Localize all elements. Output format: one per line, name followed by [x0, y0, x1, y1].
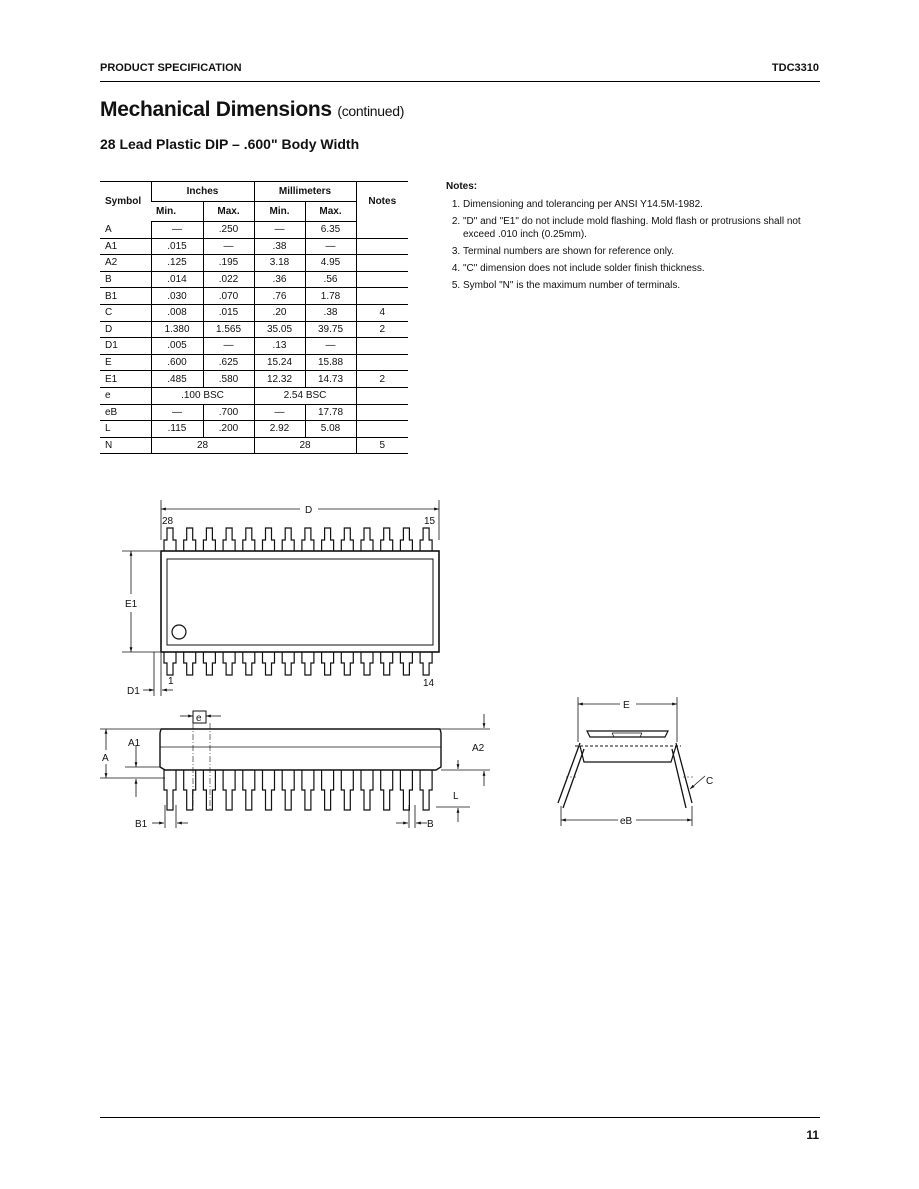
pin-top-row: [184, 528, 196, 551]
cell-in-min: .600: [151, 354, 203, 371]
note-item: 2. "D" and "E1" do not include mold flashing. Mold flash or protrusions shall not exceed .010 inch (0.25mm).: [463, 215, 818, 241]
label-B: B: [427, 819, 434, 830]
pin-side: [203, 770, 215, 810]
cell-mm-max: 39.75: [305, 321, 356, 338]
pin-top-row: [361, 528, 373, 551]
pin-bottom-row: [263, 652, 275, 675]
pin-side: [302, 770, 314, 810]
cell-in-min: .015: [151, 238, 203, 255]
pin-top-row: [164, 528, 176, 551]
cell-symbol: A1: [100, 238, 151, 255]
label-C: C: [706, 776, 714, 787]
header-doc-type: PRODUCT SPECIFICATION: [100, 62, 242, 74]
pin-top-row: [381, 528, 393, 551]
cell-symbol: eB: [100, 404, 151, 421]
cell-mm-min: —: [254, 404, 305, 421]
label-E1: E1: [125, 599, 138, 610]
cell-note: 4: [356, 304, 408, 321]
cell-mm-max: 14.73: [305, 371, 356, 388]
cell-mm-max: 17.78: [305, 404, 356, 421]
cell-mm-max: 4.95: [305, 255, 356, 272]
label-e: e: [196, 713, 202, 724]
pin-top-row: [400, 528, 412, 551]
cell-mm-min: 35.05: [254, 321, 305, 338]
cell-mm-max: 1.78: [305, 288, 356, 305]
pin-bottom-row: [361, 652, 373, 675]
label-L: L: [453, 791, 459, 802]
cell-mm-min: .36: [254, 271, 305, 288]
pin-top-row: [322, 528, 334, 551]
pin-side: [341, 770, 353, 810]
title-main: Mechanical Dimensions: [100, 98, 332, 121]
cell-mm-min: 15.24: [254, 354, 305, 371]
cell-in-max: .200: [203, 421, 254, 438]
cell-in-max: .195: [203, 255, 254, 272]
cell-in-min: 1.380: [151, 321, 203, 338]
label-D1: D1: [127, 686, 140, 697]
pin-bottom-row: [322, 652, 334, 675]
label-pin-1: 1: [168, 676, 174, 687]
cell-in-max: —: [203, 238, 254, 255]
cell-in-max: .580: [203, 371, 254, 388]
cell-millimeters: 28: [254, 437, 356, 454]
cell-symbol: A: [100, 222, 151, 239]
cell-in-min: —: [151, 222, 203, 239]
col-header-in-max: Max.: [203, 202, 254, 222]
cell-mm-max: .56: [305, 271, 356, 288]
label-D: D: [305, 505, 313, 516]
cell-inches: 28: [151, 437, 254, 454]
cell-symbol: E: [100, 354, 151, 371]
cell-note: 5: [356, 437, 408, 454]
cell-symbol: A2: [100, 255, 151, 272]
cell-in-max: .250: [203, 222, 254, 239]
col-header-inches: Inches: [151, 182, 254, 202]
pin-side: [223, 770, 235, 810]
pin-top-row: [203, 528, 215, 551]
pin-side: [164, 770, 176, 810]
cell-symbol: E1: [100, 371, 151, 388]
label-A1: A1: [128, 738, 141, 749]
note-item: 4. "C" dimension does not include solder finish thickness.: [463, 262, 818, 275]
pin-side: [184, 770, 196, 810]
label-E: E: [623, 700, 630, 711]
cell-in-min: .485: [151, 371, 203, 388]
pin-bottom-row: [381, 652, 393, 675]
col-header-symbol: Symbol: [100, 182, 151, 222]
pin-top-row: [341, 528, 353, 551]
cell-mm-min: 3.18: [254, 255, 305, 272]
pin-side: [282, 770, 294, 810]
pin-bottom-row: [164, 652, 176, 675]
page-number: 11: [806, 1128, 819, 1142]
cell-mm-max: 6.35: [305, 222, 356, 239]
label-A: A: [102, 753, 109, 764]
cell-mm-min: 2.92: [254, 421, 305, 438]
cell-mm-min: .76: [254, 288, 305, 305]
pin-top-row: [263, 528, 275, 551]
pin-top-row: [223, 528, 235, 551]
cell-in-min: .125: [151, 255, 203, 272]
notes-heading: Notes:: [446, 181, 478, 192]
pin-bottom-row: [223, 652, 235, 675]
cell-mm-min: .20: [254, 304, 305, 321]
cell-millimeters: 2.54 BSC: [254, 387, 356, 404]
cell-note: 2: [356, 371, 408, 388]
package-subtitle: 28 Lead Plastic DIP – .600" Body Width: [100, 136, 360, 152]
pin-side: [263, 770, 275, 810]
label-pin-14: 14: [423, 678, 435, 689]
pin-bottom-row: [282, 652, 294, 675]
cell-symbol: B: [100, 271, 151, 288]
cell-in-min: .008: [151, 304, 203, 321]
cell-mm-max: .38: [305, 304, 356, 321]
col-header-in-min: Min.: [151, 202, 203, 222]
footer-rule: [100, 1117, 820, 1118]
cell-mm-min: .38: [254, 238, 305, 255]
pin-bottom-row: [243, 652, 255, 675]
pin-bottom-row: [203, 652, 215, 675]
cell-note: 2: [356, 321, 408, 338]
label-B1: B1: [135, 819, 148, 830]
pin-side: [420, 770, 432, 810]
cell-in-max: .015: [203, 304, 254, 321]
cell-symbol: e: [100, 387, 151, 404]
note-item: 3. Terminal numbers are shown for reference only.: [463, 245, 818, 258]
cell-in-max: .625: [203, 354, 254, 371]
pin-top-row: [302, 528, 314, 551]
pin-bottom-row: [400, 652, 412, 675]
cell-mm-min: 12.32: [254, 371, 305, 388]
cell-symbol: L: [100, 421, 151, 438]
cell-symbol: D1: [100, 338, 151, 355]
note-item: 1. Dimensioning and tolerancing per ANSI Y14.5M-1982.: [463, 198, 818, 211]
header-part-number: TDC3310: [771, 62, 819, 74]
pin-side: [361, 770, 373, 810]
label-pin-15: 15: [424, 516, 436, 527]
side-view: [100, 711, 490, 828]
cell-mm-max: 15.88: [305, 354, 356, 371]
cell-inches: .100 BSC: [151, 387, 254, 404]
cell-in-min: .115: [151, 421, 203, 438]
cell-in-max: 1.565: [203, 321, 254, 338]
pin-bottom-row: [184, 652, 196, 675]
pin-side: [243, 770, 255, 810]
cell-in-max: .700: [203, 404, 254, 421]
cell-symbol: N: [100, 437, 151, 454]
end-view: [558, 697, 705, 826]
pin-side: [322, 770, 334, 810]
pin-bottom-row: [302, 652, 314, 675]
pin-top-row: [282, 528, 294, 551]
cell-mm-min: —: [254, 222, 305, 239]
cell-in-max: .022: [203, 271, 254, 288]
col-header-mm-min: Min.: [254, 202, 305, 222]
pin-bottom-row: [341, 652, 353, 675]
cell-mm-max: 5.08: [305, 421, 356, 438]
cell-in-min: —: [151, 404, 203, 421]
col-header-mm-max: Max.: [305, 202, 356, 222]
col-header-notes: Notes: [356, 182, 408, 222]
cell-in-max: .070: [203, 288, 254, 305]
pin-bottom-row: [420, 652, 432, 675]
pin-side: [400, 770, 412, 810]
pin-top-row: [243, 528, 255, 551]
cell-symbol: D: [100, 321, 151, 338]
cell-mm-max: —: [305, 338, 356, 355]
label-A2: A2: [472, 743, 485, 754]
cell-symbol: B1: [100, 288, 151, 305]
label-pin-28: 28: [162, 516, 174, 527]
cell-in-max: —: [203, 338, 254, 355]
cell-symbol: C: [100, 304, 151, 321]
cell-in-min: .014: [151, 271, 203, 288]
col-header-millimeters: Millimeters: [254, 182, 356, 202]
label-eB: eB: [620, 816, 633, 827]
pin-top-row: [420, 528, 432, 551]
cell-mm-max: —: [305, 238, 356, 255]
title-continued: (continued): [337, 103, 405, 119]
pin-side: [381, 770, 393, 810]
top-view: [122, 500, 439, 696]
note-item: 5. Symbol "N" is the maximum number of terminals.: [463, 279, 818, 292]
cell-mm-min: .13: [254, 338, 305, 355]
cell-in-min: .030: [151, 288, 203, 305]
cell-in-min: .005: [151, 338, 203, 355]
